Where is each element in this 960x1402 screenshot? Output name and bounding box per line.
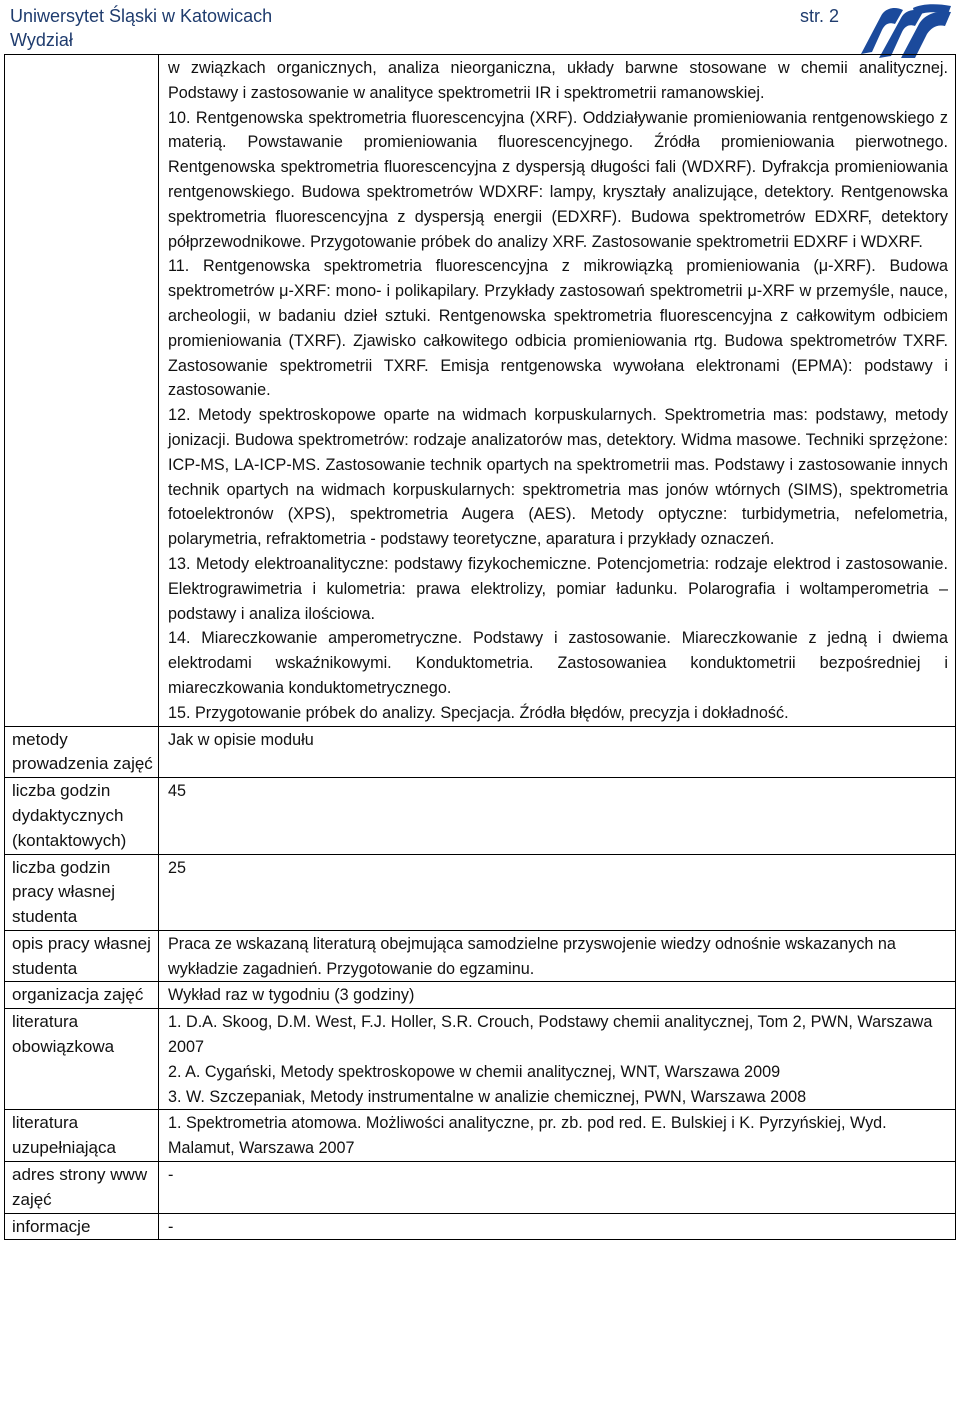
row-label: informacje — [5, 1213, 159, 1240]
table-row-content-continued — [5, 55, 956, 727]
row-value — [159, 1162, 956, 1214]
row-value — [159, 1110, 956, 1162]
page-header — [0, 0, 960, 60]
label-cell-empty — [5, 55, 159, 727]
row-label: organizacja zajęć — [5, 982, 159, 1009]
row-value — [159, 726, 956, 778]
content-paragraph: 10. Rentgenowska spektrometria fluorescencyjna (XRF). Oddziaływanie promieniowania rentgenowskiego z materią. Powstawanie promieniowania fluorescencyjnego. Źródła promieniowania pierwotnego. Rentgenowska spektrometria fluorescencyjna z dyspersją długości fali (WDXRF). Dyfrakcja promieniowania rentgenowskiego. Budowa spektrometrów WDXRF: lampy, kryształy analizujące, detektory. Rentgenowska spektrometria fluorescencyjna z dyspersją energii (EDXRF). Budowa spektrometrów EDXRF, detektory półprzewodnikowe. Przygotowanie próbek do analizy XRF. Zastosowanie spektrometrii EDXRF i WDXRF. — [168, 108, 948, 251]
value-line: Jak w opisie modułu — [168, 730, 314, 749]
row-label: opis pracy własnej studenta — [5, 930, 159, 982]
row-label: literatura uzupełniająca — [5, 1110, 159, 1162]
header-left — [10, 4, 272, 52]
table-row-required-literature — [5, 1009, 956, 1110]
row-label: liczba godzin pracy własnej studenta — [5, 854, 159, 930]
row-value — [159, 930, 956, 982]
table-row-teaching-methods — [5, 726, 956, 778]
content-paragraph: 11. Rentgenowska spektrometria fluorescencyjna z mikrowiązką promieniowania (μ-XRF). Budowa spektrometrów μ-XRF: mono- i polikapilary. Przykłady zastosowań spektrometrii μ-XRF w przemyśle, nauce, archeologii, w badaniu dzieł sztuki. Rentgenowska spektrometria fluorescencyjna z całkowitym odbiciem promieniowania (TXRF). Zjawisko całkowitego odbicia promieniowania rtg. Budowa spektrometrów TXRF. Zastosowanie spektrometrii TXRF. Emisja rentgenowska wywołana elektronami (EPMA): podstawy i zastosowanie. — [168, 257, 948, 400]
university-logo-icon — [855, 2, 955, 62]
value-line: Wykład raz w tygodniu (3 godziny) — [168, 986, 415, 1005]
table-row-self-study-hours — [5, 854, 956, 930]
table-row-supplementary-literature — [5, 1110, 956, 1162]
literature-item: 3. W. Szczepaniak, Metody instrumentalne w analizie chemicznej, PWN, Warszawa 2008 — [168, 1087, 807, 1106]
literature-item: 2. A. Cygański, Metody spektroskopowe w chemii analitycznej, WNT, Warszawa 2009 — [168, 1062, 781, 1081]
value-line: 25 — [168, 858, 187, 877]
row-value — [159, 1213, 956, 1240]
table-row-organization — [5, 982, 956, 1009]
row-value — [159, 854, 956, 930]
university-name: Uniwersytet Śląski w Katowicach — [10, 6, 273, 26]
content-paragraph: 14. Miareczkowanie amperometryczne. Podstawy i zastosowanie. Miareczkowanie z jedną i dwiema elektrodami wskaźnikowymi. Konduktometria. Zastosowaniea konduktometrii bezpośredniej i miareczkowania konduktometrycznego. — [168, 629, 948, 697]
content-paragraph: 12. Metody spektroskopowe oparte na widmach korpuskularnych. Spektrometria mas: podstawy, metody jonizacji. Budowa spektrometrów: rodzaje analizatorów mas, detektory. Widma masowe. Techniki sprzężone: ICP-MS, LA-ICP-MS. Zastosowanie technik opartych na spektrometrii mas. Podstawy i zastosowanie innych technik opartych na widmach korpuskularnych: spektrometria mas jonów wtórnych (SIMS), spektrometria fotoelektronów (XPS), spektrometria Augera (AES). Metody optyczne: turbidymetria, nefelometria, polarymetria, refraktometria - podstawy teoretyczne, aparatura i przykłady oznaczeń. — [168, 406, 948, 549]
course-content-continued — [159, 55, 956, 727]
faculty-name: Wydział — [10, 30, 73, 50]
table-row-self-study-description — [5, 930, 956, 982]
row-label: liczba godzin dydaktycznych (kontaktowych) — [5, 778, 159, 854]
literature-item: 1. D.A. Skoog, D.M. West, F.J. Holler, S.R. Crouch, Podstawy chemii analitycznej, Tom 2, PWN, Warszawa 2007 — [168, 1013, 933, 1057]
content-paragraph: w związkach organicznych, analiza nieorganiczna, układy barwne stosowane w chemii analitycznej. Podstawy i zastosowanie w analityce spektrometrii IR i spektrometrii ramanowskiej. — [168, 59, 948, 102]
row-label: literatura obowiązkowa — [5, 1009, 159, 1110]
row-value — [159, 1009, 956, 1110]
value-line: 45 — [168, 782, 187, 801]
content-paragraph: 13. Metody elektroanalityczne: podstawy fizykochemiczne. Potencjometria: rodzaje elektrod i zastosowanie. Elektrograwimetria i kulometria: prawa elektrolizy, pomiar ładunku. Polarografia i woltamperometria – podstawy i analiza ilościowa. — [168, 554, 948, 623]
row-label: metody prowadzenia zajęć — [5, 726, 159, 778]
value-line: - — [168, 1217, 174, 1236]
page-number: str. 2 — [800, 6, 840, 26]
value-line: - — [168, 1166, 174, 1185]
table-row-contact-hours — [5, 778, 956, 854]
course-table — [4, 54, 956, 1240]
row-label: adres strony www zajęć — [5, 1162, 159, 1214]
table-row-website — [5, 1162, 956, 1214]
table-row-information — [5, 1213, 956, 1240]
value-line: Praca ze wskazaną literaturą obejmująca samodzielne przyswojenie wiedzy odnośnie wskazanych na wykładzie zagadnień. Przygotowanie do egzaminu. — [168, 934, 896, 978]
row-value — [159, 982, 956, 1009]
row-value — [159, 778, 956, 854]
content-paragraph: 15. Przygotowanie próbek do analizy. Specjacja. Źródła błędów, precyzja i dokładność. — [168, 703, 789, 722]
literature-item: 1. Spektrometria atomowa. Możliwości analityczne, pr. zb. pod red. E. Bulskiej i K. Pyrzyńskiej, Wyd. Malamut, Warszawa 2007 — [168, 1114, 887, 1158]
